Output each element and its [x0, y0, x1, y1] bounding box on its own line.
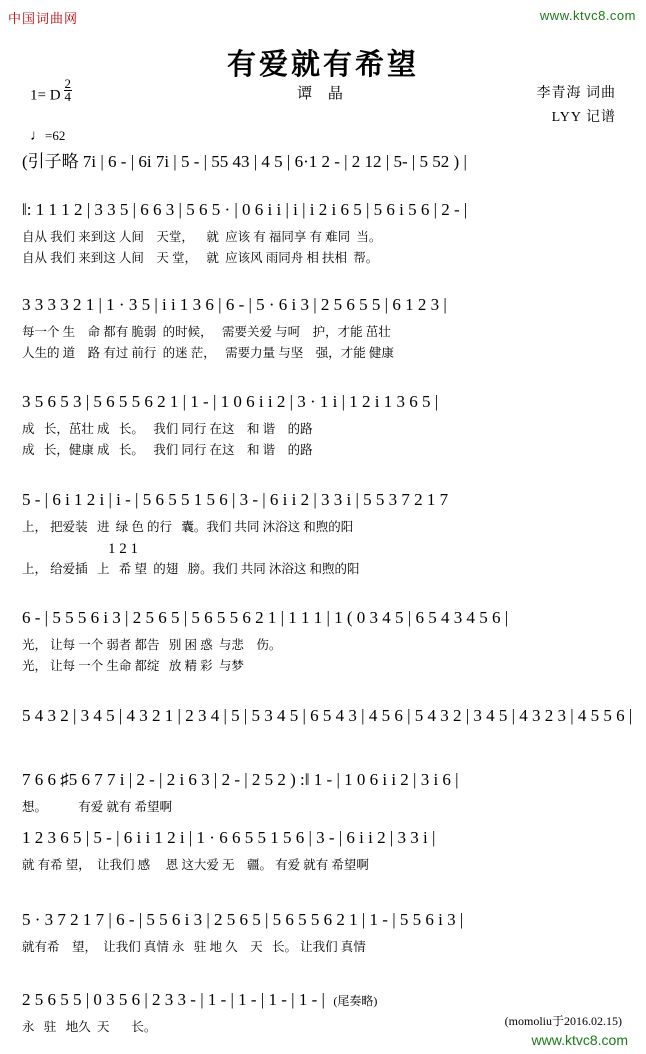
- music-system-2: [22, 295, 628, 361]
- intro-label: (引子略: [22, 152, 79, 171]
- lyric-line-verse1: 成 长，茁壮 成 长。 我们 同行 在这 和 谐 的路: [22, 421, 313, 436]
- music-system-7: [22, 770, 628, 815]
- music-system-5: [22, 608, 628, 674]
- notation-line: 3 3 3 3 2 1 | 1 · 3 5 | i i 1 3 6 | 6 - | 5 · 6 i 3 | 2 5 6 5 5 | 6 1 2 3 |: [22, 295, 447, 314]
- time-signature: $\frac{2}{4}$: [64, 76, 72, 105]
- lyric-line: 就 有希 望， 让我们 感 恩 这大爱 无 疆。 有爱 就有 希望啊: [22, 857, 369, 872]
- tempo-marking: [30, 128, 65, 145]
- notation-text: 7i | 6 - | 6i 7i | 5 - | 55 43 | 4 5 | 6·1 2 - | 2 12 | 5- | 5 52 ) |: [82, 152, 467, 171]
- music-system-3: [22, 392, 628, 458]
- notation-line: ‖: 1 1 1 2 | 3 3 5 | 6 6 3 | 5 6 5 · | 0 6 i i | i | i 2 i 6 5 | 5 6 i 5 6 | 2 - |: [22, 200, 468, 219]
- credit-lyrics: 李青海 词曲: [536, 86, 616, 101]
- lyric-line-verse2: 自从 我们 来到这 人间 天 堂， 就 应该风 雨同舟 相 扶相 帮。: [22, 250, 379, 265]
- lyric-line-verse2: 上， 给爱插 上 希 望 的翅 膀。我们 共同 沐浴这 和煦的阳: [22, 562, 360, 577]
- notation-line: 5 · 3 7 2 1 7 | 6 - | 5 5 6 i 3 | 2 5 6 5 | 5 6 5 5 6 2 1 | 1 - | 5 5 6 i 3 |: [22, 910, 464, 929]
- lyric-line-verse2: 光， 让每 一个 生命 都绽 放 精 彩 与梦: [22, 658, 244, 673]
- notation-line: 6 - | 5 5 5 6 i 3 | 2 5 6 5 | 5 6 5 5 6 2 1 | 1 1 1 | 1 ( 0 3 4 5 | 6 5 4 3 4 5 6 |: [22, 608, 509, 627]
- credit-notation: LYY 记谱: [551, 110, 616, 125]
- performer-name: 谭 晶: [297, 86, 349, 102]
- page-title: 有爱就有希望: [226, 49, 419, 81]
- quarter-note-icon: ♩: [30, 128, 45, 144]
- tempo-value: =62: [45, 128, 66, 143]
- music-system-4: [22, 490, 628, 577]
- notation-line: 5 4 3 2 | 3 4 5 | 4 3 2 1 | 2 3 4 | 5 | 5 3 4 5 | 6 5 4 3 | 4 5 6 | 5 4 3 2 | 3 4 5 | 4 3 2 3 | 4 5 5 6 |: [22, 706, 633, 725]
- lyric-line: 想。 有爱 就有 希望啊: [22, 799, 173, 814]
- music-system-intro: [22, 152, 628, 172]
- lyric-line-verse1: 上， 把爱装 进 绿 色 的行 囊。我们 共同 沐浴这 和煦的阳: [22, 519, 354, 534]
- footer-site-url: www.ktvc8.com: [531, 1032, 628, 1048]
- lyric-line-verse1: 自从 我们 来到这 人间 天堂， 就 应该 有 福同享 有 难同 当。: [22, 229, 382, 244]
- notation-line: 5 - | 6 i 1 2 i | i - | 5 6 5 5 1 5 6 | 3 - | 6 i i 2 | 3 3 i | 5 5 3 7 2 1 7: [22, 490, 449, 509]
- lyric-line-verse1: 每一个 生 命 都有 脆弱 的时候， 需要关爱 与呵 护，才能 茁壮: [22, 324, 391, 339]
- site-name-left: 中国词曲网: [8, 11, 79, 26]
- notation-line: 3 5 6 5 3 | 5 6 5 5 6 2 1 | 1 - | 1 0 6 i i 2 | 3 · 1 i | 1 2 i 1 3 6 5 |: [22, 392, 439, 411]
- music-system-9: [22, 910, 628, 955]
- lyric-line: 永 驻 地久 天 长。: [22, 1019, 157, 1034]
- lyric-line: 就有希 望， 让我们 真情 永 驻 地 久 天 长。 让我们 真情: [22, 939, 366, 954]
- lyric-line-verse2: 成 长，健康 成 长。 我们 同行 在这 和 谐 的路: [22, 442, 313, 457]
- key-signature-text: 1= D: [30, 87, 61, 104]
- tail-label: (尾奏略): [333, 994, 378, 1008]
- notation-line: [22, 152, 628, 172]
- transcriber-note: (momoliu于2016.02.15): [504, 1014, 622, 1028]
- notation-ossia: 1 2 1: [108, 540, 138, 557]
- lyric-line-verse1: 光， 让每 一个 弱者 都告 别 困 惑 与悲 伤。: [22, 637, 282, 652]
- notation-line: 1 2 3 6 5 | 5 - | 6 i i 1 2 i | 1 · 6 6 5 5 1 5 6 | 3 - | 6 i i 2 | 3 3 i |: [22, 828, 436, 847]
- notation-text: 2 5 6 5 5 | 0 3 5 6 | 2 3 3 - | 1 - | 1 - | 1 - | 1 - |: [22, 990, 325, 1009]
- site-url-right: www.ktvc8.com: [539, 8, 636, 23]
- notation-line: [22, 990, 628, 1010]
- notation-line: 7 6 6 ♯5 6 7 7 i | 2 - | 2 i 6 3 | 2 - | 2 5 2 ) :‖ 1 - | 1 0 6 i i 2 | 3 i 6 |: [22, 770, 459, 789]
- lyric-line-verse2: 人生的 道 路 有过 前行 的迷 茫， 需要力量 与坚 强，才能 健康: [22, 345, 394, 360]
- music-system-8: [22, 828, 628, 873]
- music-system-1: [22, 200, 628, 266]
- music-system-6: [22, 706, 633, 726]
